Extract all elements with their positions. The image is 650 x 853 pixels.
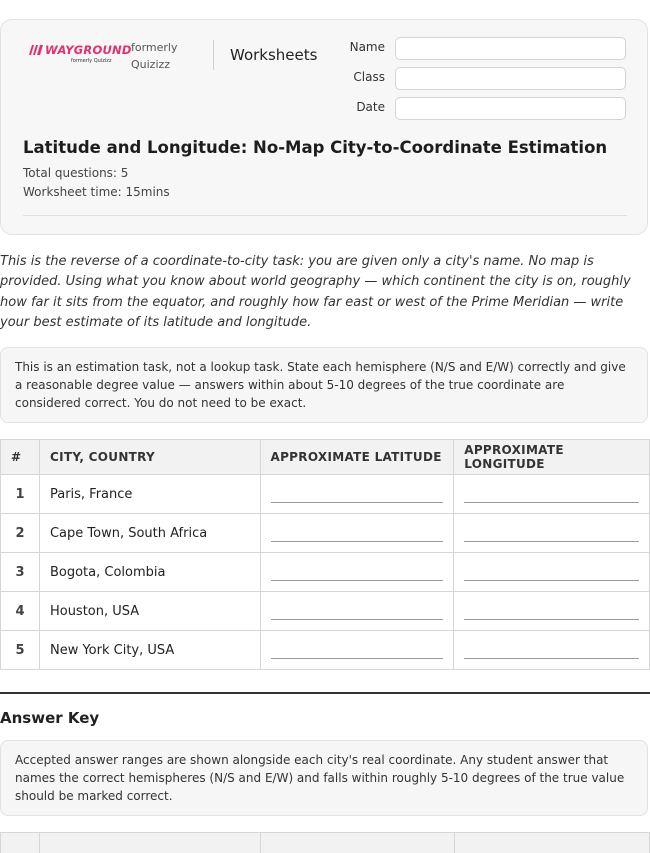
table-border: [454, 833, 455, 853]
longitude-blank[interactable]: [464, 519, 639, 542]
table-border: [260, 833, 261, 853]
class-label: Class: [353, 70, 385, 84]
worksheet-table: [0, 439, 650, 670]
table-row: [1, 514, 650, 553]
row-number: 4: [1, 592, 40, 631]
brand-subtitle: formerly Quizizz: [71, 58, 112, 64]
latitude-blank[interactable]: [271, 519, 444, 542]
table-row: [1, 592, 650, 631]
row-number: 3: [1, 553, 40, 592]
latitude-blank[interactable]: [271, 597, 444, 620]
longitude-answer-cell[interactable]: [454, 553, 650, 592]
formerly-line: formerly: [131, 41, 178, 54]
latitude-answer-cell[interactable]: [260, 553, 454, 592]
class-field[interactable]: [395, 67, 626, 90]
latitude-blank[interactable]: [271, 480, 444, 503]
table-border: [0, 833, 1, 853]
table-row: [1, 475, 650, 514]
longitude-answer-cell[interactable]: [454, 592, 650, 631]
longitude-answer-cell[interactable]: [454, 631, 650, 670]
row-number: 5: [1, 631, 40, 670]
total-questions: Total questions: 5: [23, 166, 129, 180]
answer-key-title: Answer Key: [0, 709, 100, 727]
name-row: [300, 37, 627, 61]
table-header-row: [1, 440, 650, 475]
worksheet-title: Latitude and Longitude: No-Map City-to-Coordinate Estimation: [23, 138, 608, 157]
row-number: 1: [1, 475, 40, 514]
brand-mark-icon: [29, 45, 43, 58]
date-row: [300, 97, 627, 121]
answer-key-table-edge: [0, 832, 650, 853]
longitude-blank[interactable]: [464, 597, 639, 620]
date-field[interactable]: [395, 97, 626, 120]
name-label: Name: [349, 40, 385, 54]
col-header-number: #: [1, 440, 40, 475]
intro-paragraph: This is the reverse of a coordinate-to-city task: you are given only a city's name. No map is provided. Using what you know about world geography — which continent the city is on, roughly how far it sits from the equator, and roughly how far east or west of the Prime Meridian — write your best estimate of its latitude and longitude.: [0, 254, 631, 330]
table-border: [39, 833, 40, 853]
class-row: [300, 67, 627, 91]
col-header-city: CITY, COUNTRY: [39, 440, 260, 475]
latitude-blank[interactable]: [271, 636, 444, 659]
date-label: Date: [356, 100, 385, 114]
section-divider: [0, 692, 650, 694]
city-cell: Houston, USA: [39, 592, 260, 631]
section-label: Worksheets: [230, 46, 318, 64]
city-cell: Bogota, Colombia: [39, 553, 260, 592]
name-field[interactable]: [395, 37, 626, 60]
latitude-answer-cell[interactable]: [260, 592, 454, 631]
city-cell: Paris, France: [39, 475, 260, 514]
table-row: [1, 631, 650, 670]
instructions-box: This is an estimation task, not a lookup task. State each hemisphere (N/S and E/W) correctly and give a reasonable degree value — answers within about 5-10 degrees of the true coordinate are considered correct. You do not need to be exact.: [0, 347, 648, 423]
brand-logo: [29, 44, 132, 65]
brand-wordmark: WAYGROUND: [45, 43, 132, 57]
worksheet-time: Worksheet time: 15mins: [23, 185, 170, 199]
city-cell: Cape Town, South Africa: [39, 514, 260, 553]
latitude-answer-cell[interactable]: [260, 475, 454, 514]
answer-key-note: Accepted answer ranges are shown alongside each city's real coordinate. Any student answer that names the correct hemispheres (N/S and E/W) and falls within roughly 5-10 degrees of the true value should be marked correct.: [0, 740, 648, 816]
longitude-blank[interactable]: [464, 636, 639, 659]
latitude-blank[interactable]: [271, 558, 444, 581]
header-rule: [23, 215, 627, 216]
table-row: [1, 553, 650, 592]
latitude-answer-cell[interactable]: [260, 631, 454, 670]
latitude-answer-cell[interactable]: [260, 514, 454, 553]
city-cell: New York City, USA: [39, 631, 260, 670]
row-number: 2: [1, 514, 40, 553]
longitude-blank[interactable]: [464, 558, 639, 581]
longitude-answer-cell[interactable]: [454, 475, 650, 514]
col-header-latitude: APPROXIMATE LATITUDE: [260, 440, 454, 475]
formerly-note: [131, 39, 178, 73]
col-header-longitude: APPROXIMATE LONGITUDE: [454, 440, 650, 475]
header-divider: [213, 40, 214, 70]
formerly-brand: Quizizz: [131, 58, 171, 71]
longitude-answer-cell[interactable]: [454, 514, 650, 553]
longitude-blank[interactable]: [464, 480, 639, 503]
